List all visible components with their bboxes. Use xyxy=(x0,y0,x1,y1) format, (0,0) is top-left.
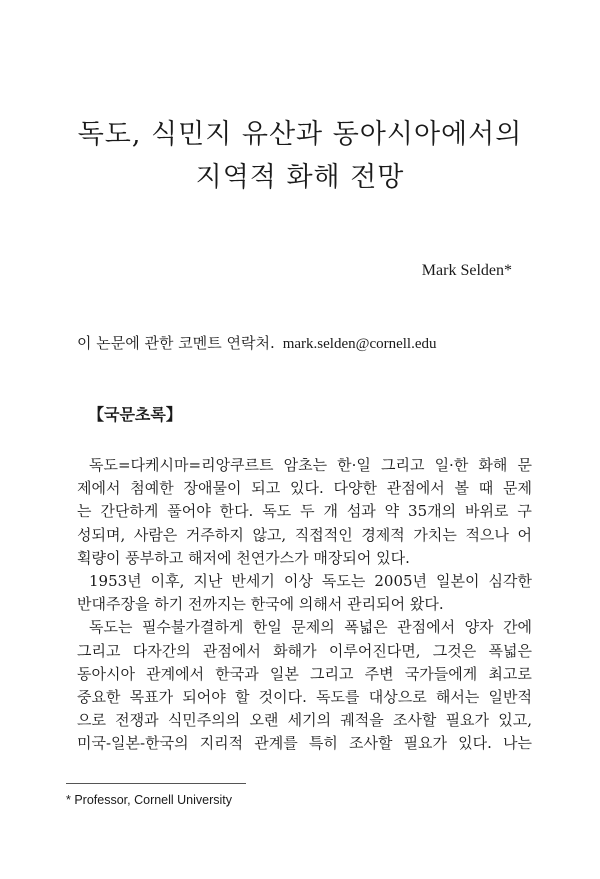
word: 두 xyxy=(300,502,315,521)
word: 궤적을 xyxy=(340,711,384,730)
word: 독도는 xyxy=(321,571,366,590)
word: 독도 xyxy=(262,502,292,521)
word: 그리고 xyxy=(77,641,121,660)
word: 약 xyxy=(384,502,400,521)
word: 것이다. xyxy=(258,687,307,706)
word: 그리고 xyxy=(381,456,425,474)
body-line xyxy=(77,500,532,523)
footnote-divider xyxy=(66,783,246,784)
word: 양자 xyxy=(464,618,494,637)
word: 독도=다케시마=리앙쿠르트 xyxy=(89,456,274,474)
word: 있다. xyxy=(289,479,324,498)
word: 개 xyxy=(323,502,338,521)
word: 독도를 xyxy=(316,687,360,706)
author-name: Mark Selden* xyxy=(421,262,512,279)
word: 는 xyxy=(77,502,92,521)
abstract-heading: 【국문초록】 xyxy=(88,405,182,424)
word: 독도는 xyxy=(89,618,133,637)
word: 일반적 xyxy=(488,687,532,706)
word: 조사할 xyxy=(348,734,393,753)
body-line xyxy=(77,570,532,593)
word: 있다. xyxy=(458,734,492,753)
word: 일본 xyxy=(269,664,299,683)
abstract-body xyxy=(77,454,532,755)
word: 오랜 xyxy=(249,711,279,730)
word: 사람은 xyxy=(133,525,178,544)
word: 간에 xyxy=(503,618,532,637)
body-line xyxy=(77,663,532,686)
word: 암초는 xyxy=(283,456,328,474)
word: 거주하지 xyxy=(185,525,244,544)
body-line xyxy=(77,732,532,755)
word: 일·한 xyxy=(434,456,469,474)
word: 구 xyxy=(517,502,532,521)
word: 풀어야 xyxy=(167,502,211,521)
word: 동아시아 xyxy=(77,664,135,683)
word: 해서는 xyxy=(435,687,480,706)
word: 적으나 xyxy=(465,525,509,544)
word: 관점에서 xyxy=(202,641,261,660)
body-line xyxy=(77,454,532,477)
contact-line xyxy=(77,332,437,353)
word: 조사할 xyxy=(392,711,437,730)
word: 세기의 xyxy=(287,711,332,730)
word: 관계를 xyxy=(254,734,298,753)
word: 이후, xyxy=(150,571,185,590)
word: 문제 xyxy=(503,479,532,498)
word: 1953년 xyxy=(89,571,142,590)
word: 다양한 xyxy=(333,479,377,498)
word: 되고 xyxy=(251,479,281,498)
word: 주변 xyxy=(364,664,394,683)
word: 관점에서 xyxy=(386,479,445,498)
word: 가치는 xyxy=(413,525,457,544)
body-line xyxy=(77,686,532,709)
footnote: * Professor, Cornell University xyxy=(66,793,233,807)
word: 필요가 xyxy=(445,711,490,730)
word: 중요한 xyxy=(77,687,121,706)
word: 지리적 xyxy=(199,734,244,753)
word: 직접적인 xyxy=(294,525,353,544)
word: 화해 xyxy=(478,456,508,474)
word: 미국-일본-한국의 xyxy=(77,734,189,753)
word: 화해가 xyxy=(273,641,317,660)
paper-title-line-1: 독도, 식민지 유산과 동아시아에서의 xyxy=(77,119,523,150)
word: 심각한 xyxy=(488,571,532,590)
word: 식민주의의 xyxy=(167,711,241,730)
body-line xyxy=(77,477,532,500)
word: 그것은 xyxy=(432,641,477,660)
word: 반세기 xyxy=(231,571,275,590)
word: 그리고 xyxy=(310,664,354,683)
word: 첨예한 xyxy=(130,479,174,498)
word: 바위로 xyxy=(465,502,509,521)
word: 대상으로 xyxy=(368,687,427,706)
paper-title-line-2: 지역적 화해 전망 xyxy=(195,162,405,193)
word: 문 xyxy=(517,456,532,474)
body-line: 반대주장을 하기 전까지는 한국에 의해서 관리되어 왔다. xyxy=(77,595,444,614)
word: 어 xyxy=(517,525,532,544)
word: 한·일 xyxy=(337,456,371,474)
word: 으로 xyxy=(77,711,106,730)
word: 2005년 xyxy=(374,571,428,590)
body-line xyxy=(77,616,532,639)
word: 일본이 xyxy=(436,571,480,590)
body-line xyxy=(77,524,532,547)
word: 장애물이 xyxy=(183,479,242,498)
word: 한다. xyxy=(219,502,254,521)
word: 국가들에게 xyxy=(404,664,478,683)
word: 되어야 xyxy=(182,687,226,706)
word: 성되며, xyxy=(77,525,126,544)
word: 한일 xyxy=(252,618,282,637)
body-line: 획량이 풍부하고 해저에 천연가스가 매장되어 있다. xyxy=(77,548,410,567)
word: 이상 xyxy=(283,571,313,590)
contact-label: 이 논문에 관한 코멘트 연락처. xyxy=(77,334,275,352)
word: 특히 xyxy=(308,734,338,753)
word: 섬과 xyxy=(346,502,376,521)
word: 때 xyxy=(478,479,494,498)
word: 전쟁과 xyxy=(115,711,159,730)
word: 있고, xyxy=(498,711,532,730)
word: 다자간의 xyxy=(132,641,191,660)
word: 최고로 xyxy=(488,664,532,683)
word: 할 xyxy=(234,687,250,706)
word: 지난 xyxy=(193,571,223,590)
word: 관계에서 xyxy=(146,664,205,683)
body-line xyxy=(77,709,532,732)
word: 간단하게 xyxy=(100,502,159,521)
word: 볼 xyxy=(454,479,469,498)
body-line xyxy=(77,640,532,663)
word: 목표가 xyxy=(129,687,174,706)
contact-email: mark.selden@cornell.edu xyxy=(282,336,437,352)
word: 제에서 xyxy=(77,479,121,498)
word: 한국과 xyxy=(215,664,259,683)
word: 나는 xyxy=(503,734,532,753)
word: 폭넓은 xyxy=(488,641,532,660)
word: 문제의 xyxy=(291,618,335,637)
word: 않고, xyxy=(252,525,287,544)
word: 경제적 xyxy=(361,525,405,544)
word: 이루어진다면, xyxy=(328,641,421,660)
word: 필수불가결하게 xyxy=(141,618,244,637)
word: 관점에서 xyxy=(397,618,456,637)
word: 폭넓은 xyxy=(344,618,388,637)
word: 35개의 xyxy=(408,502,457,521)
word: 필요가 xyxy=(403,734,448,753)
